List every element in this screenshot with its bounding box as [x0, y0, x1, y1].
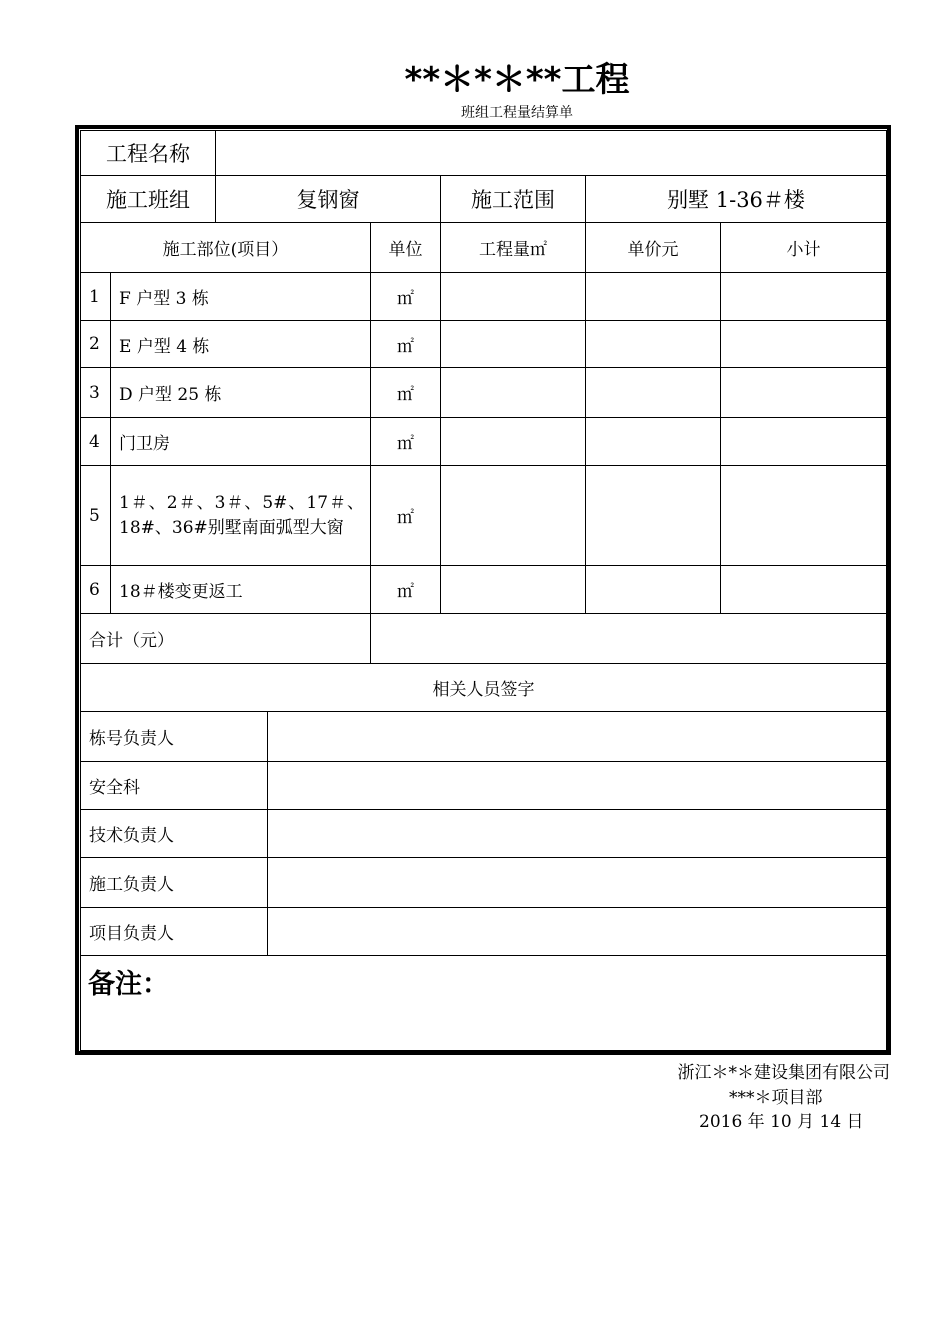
row-quantity: [441, 566, 586, 614]
row-subtotal: [721, 466, 886, 566]
total-value: [371, 614, 886, 664]
row-subtotal: [721, 321, 886, 368]
row-item: F 户型 3 栋: [111, 273, 371, 321]
row-number: 6: [81, 566, 111, 614]
signature-field[interactable]: [268, 810, 886, 858]
row-number: 3: [81, 368, 111, 418]
row-number: 4: [81, 418, 111, 466]
row-quantity: [441, 466, 586, 566]
scope-label: 施工范围: [441, 176, 586, 223]
footer-department: ***＊项目部: [729, 1088, 823, 1108]
signature-field[interactable]: [268, 712, 886, 762]
column-header-part: 施工部位(项目）: [81, 223, 371, 273]
total-label: 合计（元）: [81, 614, 371, 664]
row-number: 5: [81, 466, 111, 566]
settlement-form: [80, 130, 887, 1051]
row-item: E 户型 4 栋: [111, 321, 371, 368]
document-title: **＊*＊**工程: [404, 60, 630, 100]
row-number: 2: [81, 321, 111, 368]
remark-label: 备注：: [88, 969, 169, 1000]
team-label: 施工班组: [81, 176, 216, 223]
row-quantity: [441, 368, 586, 418]
row-item: D 户型 25 栋: [111, 368, 371, 418]
row-price: [586, 418, 721, 466]
row-unit: ㎡: [371, 418, 441, 466]
signature-field[interactable]: [268, 908, 886, 956]
signature-role: 技术负责人: [81, 810, 268, 858]
column-header-unit: 单位: [371, 223, 441, 273]
signature-role: 安全科: [81, 762, 268, 810]
row-unit: ㎡: [371, 466, 441, 566]
column-header-price: 单价元: [586, 223, 721, 273]
signature-role: 栋号负责人: [81, 712, 268, 762]
column-header-quantity: 工程量㎡: [441, 223, 586, 273]
row-item: 18＃楼变更返工: [111, 566, 371, 614]
footer-company: 浙江＊*＊建设集团有限公司: [677, 1063, 890, 1083]
row-price: [586, 273, 721, 321]
row-unit: ㎡: [371, 321, 441, 368]
signature-role: 项目负责人: [81, 908, 268, 956]
row-quantity: [441, 321, 586, 368]
row-price: [586, 566, 721, 614]
row-subtotal: [721, 418, 886, 466]
column-header-subtotal: 小计: [721, 223, 886, 273]
row-subtotal: [721, 566, 886, 614]
row-unit: ㎡: [371, 368, 441, 418]
row-subtotal: [721, 368, 886, 418]
project-name-value: [216, 131, 886, 176]
row-price: [586, 321, 721, 368]
row-quantity: [441, 418, 586, 466]
row-price: [586, 466, 721, 566]
row-item: 门卫房: [111, 418, 371, 466]
row-unit: ㎡: [371, 566, 441, 614]
row-unit: ㎡: [371, 273, 441, 321]
footer-date: 2016 年 10 月 14 日: [699, 1112, 864, 1132]
signature-role: 施工负责人: [81, 858, 268, 908]
row-item: 1＃、2＃、3＃、5#、17＃、18#、36#别墅南面弧型大窗: [111, 466, 371, 566]
row-quantity: [441, 273, 586, 321]
row-subtotal: [721, 273, 886, 321]
scope-value: 别墅 1-36＃楼: [586, 176, 886, 223]
project-name-label: 工程名称: [81, 131, 216, 176]
signatures-heading: 相关人员签字: [81, 664, 886, 712]
document-subtitle: 班组工程量结算单: [461, 105, 573, 121]
team-value: 复钢窗: [216, 176, 441, 223]
row-number: 1: [81, 273, 111, 321]
signature-field[interactable]: [268, 762, 886, 810]
signature-field[interactable]: [268, 858, 886, 908]
row-price: [586, 368, 721, 418]
